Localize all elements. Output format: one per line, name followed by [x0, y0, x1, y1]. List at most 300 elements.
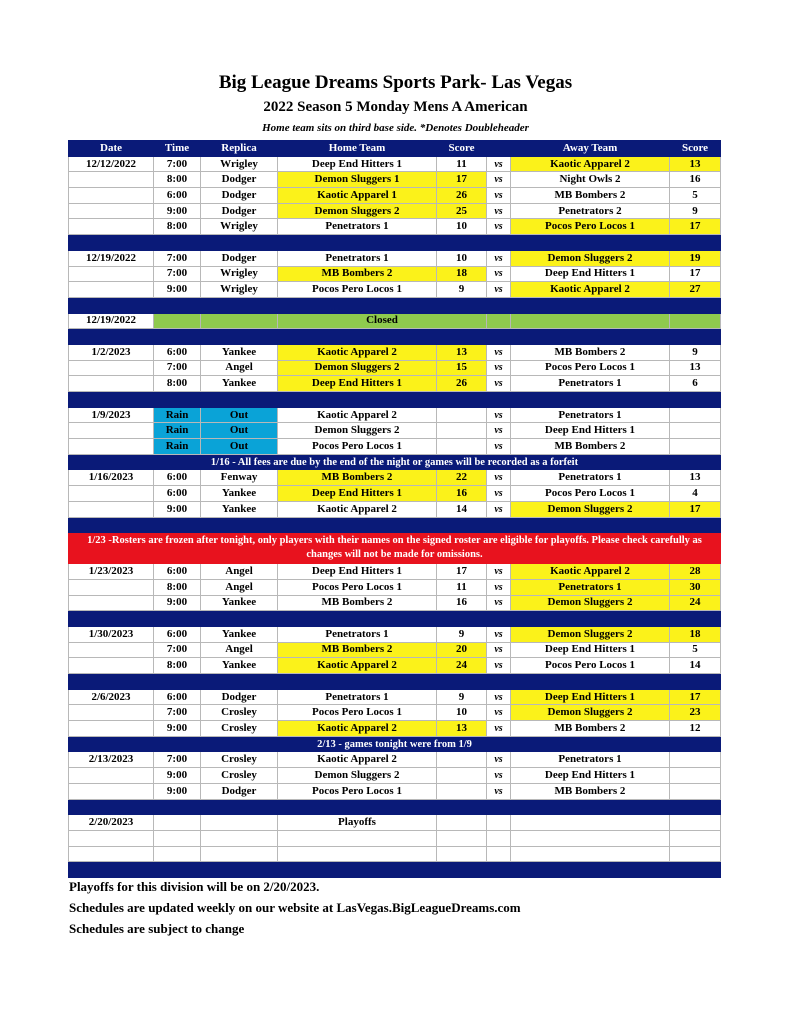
- vs-label: vs: [487, 595, 511, 611]
- game-field: Angel: [201, 642, 278, 658]
- game-row: [69, 360, 721, 376]
- vs-label: vs: [487, 486, 511, 502]
- separator-cell: [69, 517, 721, 533]
- away-team: Demon Sluggers 2: [511, 595, 670, 611]
- home-team: Deep End Hitters 1: [278, 486, 437, 502]
- vs-label: vs: [487, 642, 511, 658]
- game-field: Wrigley: [201, 266, 278, 282]
- game-field: Wrigley: [201, 156, 278, 172]
- away-score: 17: [670, 219, 721, 235]
- game-field: [201, 830, 278, 846]
- game-row: [69, 564, 721, 580]
- game-row: [69, 501, 721, 517]
- home-score: 22: [437, 470, 487, 486]
- home-team: [278, 830, 437, 846]
- game-field: Dodger: [201, 689, 278, 705]
- game-row: [69, 752, 721, 768]
- game-time: 7:00: [154, 360, 201, 376]
- game-time: 9:00: [154, 282, 201, 298]
- away-team: Kaotic Apparel 2: [511, 564, 670, 580]
- away-score: 5: [670, 642, 721, 658]
- game-date: [69, 579, 154, 595]
- away-score: 17: [670, 266, 721, 282]
- page-title: Big League Dreams Sports Park- Las Vegas: [218, 72, 573, 93]
- away-team: Demon Sluggers 2: [511, 250, 670, 266]
- game-time: 9:00: [154, 501, 201, 517]
- separator-row: [69, 517, 721, 533]
- game-date: [69, 172, 154, 188]
- notice-row: [69, 736, 721, 752]
- away-team: Pocos Pero Locos 1: [511, 658, 670, 674]
- game-time: 7:00: [154, 156, 201, 172]
- away-score: 6: [670, 376, 721, 392]
- notice-row: [69, 454, 721, 470]
- home-team: Kaotic Apparel 2: [278, 721, 437, 737]
- home-team: Kaotic Apparel 1: [278, 188, 437, 204]
- closed-time-cell: [154, 313, 201, 329]
- home-team: Demon Sluggers 2: [278, 203, 437, 219]
- header-col-date: Date: [69, 141, 154, 157]
- closed-field-cell: [201, 313, 278, 329]
- home-score: 20: [437, 642, 487, 658]
- game-field: Angel: [201, 579, 278, 595]
- game-date: [69, 203, 154, 219]
- separator-cell: [69, 674, 721, 690]
- game-field: Dodger: [201, 188, 278, 204]
- away-score: 14: [670, 658, 721, 674]
- home-score: 26: [437, 188, 487, 204]
- away-team: Pocos Pero Locos 1: [511, 219, 670, 235]
- game-date: [69, 705, 154, 721]
- game-field: [201, 846, 278, 862]
- home-score: 16: [437, 486, 487, 502]
- vs-label: [487, 830, 511, 846]
- game-date: [69, 282, 154, 298]
- closed-away-cell: [511, 313, 670, 329]
- vs-label: vs: [487, 579, 511, 595]
- vs-label: vs: [487, 344, 511, 360]
- away-score: 13: [670, 360, 721, 376]
- game-row: [69, 156, 721, 172]
- away-score: [670, 407, 721, 423]
- home-score: 14: [437, 501, 487, 517]
- away-team: Penetrators 1: [511, 376, 670, 392]
- away-team: Penetrators 1: [511, 407, 670, 423]
- separator-row: [69, 674, 721, 690]
- game-date: 12/19/2022: [69, 313, 154, 329]
- home-score: 13: [437, 344, 487, 360]
- closed-label: Closed: [278, 313, 487, 329]
- separator-row: [69, 329, 721, 345]
- game-row: [69, 172, 721, 188]
- home-score: 13: [437, 721, 487, 737]
- away-score: [670, 846, 721, 862]
- away-score: 13: [670, 470, 721, 486]
- home-team: Pocos Pero Locos 1: [278, 282, 437, 298]
- game-date: [69, 219, 154, 235]
- game-date: [69, 846, 154, 862]
- game-date: 12/12/2022: [69, 156, 154, 172]
- vs-label: vs: [487, 282, 511, 298]
- separator-cell: [69, 297, 721, 313]
- away-score: [670, 752, 721, 768]
- home-team: Deep End Hitters 1: [278, 564, 437, 580]
- game-date: [69, 830, 154, 846]
- home-score: [437, 846, 487, 862]
- vs-label: vs: [487, 470, 511, 486]
- game-row: [69, 423, 721, 439]
- game-date: 1/23/2023: [69, 564, 154, 580]
- away-team: MB Bombers 2: [511, 188, 670, 204]
- footer-line-disclaimer: Schedules are subject to change: [69, 921, 245, 936]
- home-team: Pocos Pero Locos 1: [278, 439, 437, 455]
- away-team: Kaotic Apparel 2: [511, 156, 670, 172]
- game-time: 6:00: [154, 564, 201, 580]
- away-team: [511, 830, 670, 846]
- game-field: Yankee: [201, 595, 278, 611]
- away-score: 4: [670, 486, 721, 502]
- game-time: 7:00: [154, 705, 201, 721]
- game-time: 6:00: [154, 689, 201, 705]
- game-date: 1/2/2023: [69, 344, 154, 360]
- vs-label: vs: [487, 564, 511, 580]
- game-row: [69, 407, 721, 423]
- home-team: Demon Sluggers 2: [278, 423, 437, 439]
- game-row: [69, 830, 721, 846]
- game-time: 7:00: [154, 250, 201, 266]
- header-col-home-score: Score: [437, 141, 487, 157]
- home-score: 11: [437, 579, 487, 595]
- home-team: Kaotic Apparel 2: [278, 407, 437, 423]
- game-time: 9:00: [154, 721, 201, 737]
- away-team: Demon Sluggers 2: [511, 501, 670, 517]
- home-score: 17: [437, 564, 487, 580]
- game-row: [69, 579, 721, 595]
- game-time: 9:00: [154, 595, 201, 611]
- game-field: Wrigley: [201, 219, 278, 235]
- away-score: [670, 423, 721, 439]
- game-field: Dodger: [201, 172, 278, 188]
- game-row: [69, 470, 721, 486]
- away-team: Penetrators 1: [511, 752, 670, 768]
- away-score: 12: [670, 721, 721, 737]
- home-score: 9: [437, 689, 487, 705]
- game-date: [69, 658, 154, 674]
- away-team: Demon Sluggers 2: [511, 626, 670, 642]
- away-score: 13: [670, 156, 721, 172]
- home-score: 16: [437, 595, 487, 611]
- game-date: [69, 642, 154, 658]
- game-row: [69, 219, 721, 235]
- away-score: [670, 768, 721, 784]
- away-score: 17: [670, 689, 721, 705]
- game-time: 6:00: [154, 188, 201, 204]
- home-team: MB Bombers 2: [278, 595, 437, 611]
- game-date: [69, 783, 154, 799]
- home-score: [437, 407, 487, 423]
- home-team: Deep End Hitters 1: [278, 376, 437, 392]
- separator-row: [69, 611, 721, 627]
- game-time: Rain: [154, 423, 201, 439]
- separator-cell: [69, 611, 721, 627]
- away-score: [670, 439, 721, 455]
- game-row: [69, 815, 721, 831]
- home-score: 24: [437, 658, 487, 674]
- game-time: 8:00: [154, 658, 201, 674]
- vs-label: vs: [487, 266, 511, 282]
- away-score: 27: [670, 282, 721, 298]
- game-field: Dodger: [201, 203, 278, 219]
- away-team: Deep End Hitters 1: [511, 423, 670, 439]
- away-score: 9: [670, 203, 721, 219]
- game-date: [69, 266, 154, 282]
- separator-row: [69, 235, 721, 251]
- game-date: [69, 360, 154, 376]
- header-col-vs: [487, 141, 511, 157]
- game-row: [69, 486, 721, 502]
- away-team: Penetrators 2: [511, 203, 670, 219]
- away-score: 16: [670, 172, 721, 188]
- vs-label: vs: [487, 721, 511, 737]
- game-row: [69, 439, 721, 455]
- home-team: Penetrators 1: [278, 689, 437, 705]
- game-field: Crosley: [201, 705, 278, 721]
- home-score: [437, 423, 487, 439]
- vs-label: vs: [487, 203, 511, 219]
- footer-notes: [69, 876, 521, 939]
- game-row: [69, 626, 721, 642]
- separator-cell: [69, 329, 721, 345]
- game-date: [69, 188, 154, 204]
- game-field: Yankee: [201, 344, 278, 360]
- home-team: Playoffs: [278, 815, 437, 831]
- closed-row: [69, 313, 721, 329]
- away-team: Deep End Hitters 1: [511, 266, 670, 282]
- vs-label: vs: [487, 376, 511, 392]
- game-time: 9:00: [154, 203, 201, 219]
- home-team: Pocos Pero Locos 1: [278, 705, 437, 721]
- away-team: Deep End Hitters 1: [511, 768, 670, 784]
- game-row: [69, 376, 721, 392]
- away-team: Night Owls 2: [511, 172, 670, 188]
- away-score: 28: [670, 564, 721, 580]
- game-date: 1/30/2023: [69, 626, 154, 642]
- vs-label: vs: [487, 250, 511, 266]
- vs-label: vs: [487, 689, 511, 705]
- game-time: 7:00: [154, 752, 201, 768]
- game-time: 8:00: [154, 579, 201, 595]
- home-score: 18: [437, 266, 487, 282]
- home-team: Deep End Hitters 1: [278, 156, 437, 172]
- header-col-replica: Replica: [201, 141, 278, 157]
- game-field: Out: [201, 439, 278, 455]
- table-header-row: [69, 141, 721, 157]
- vs-label: vs: [487, 752, 511, 768]
- game-field: Crosley: [201, 721, 278, 737]
- away-score: 23: [670, 705, 721, 721]
- away-score: [670, 830, 721, 846]
- game-row: [69, 705, 721, 721]
- game-time: [154, 815, 201, 831]
- game-row: [69, 203, 721, 219]
- separator-cell: [69, 799, 721, 815]
- game-row: [69, 266, 721, 282]
- vs-label: vs: [487, 423, 511, 439]
- closed-score-cell: [670, 313, 721, 329]
- away-team: MB Bombers 2: [511, 721, 670, 737]
- game-row: [69, 721, 721, 737]
- separator-row: [69, 799, 721, 815]
- game-date: [69, 439, 154, 455]
- game-date: 2/6/2023: [69, 689, 154, 705]
- game-row: [69, 768, 721, 784]
- away-team: Penetrators 1: [511, 579, 670, 595]
- game-field: Crosley: [201, 768, 278, 784]
- game-date: [69, 721, 154, 737]
- vs-label: vs: [487, 783, 511, 799]
- home-team: Penetrators 1: [278, 626, 437, 642]
- notice-text: 2/13 - games tonight were from 1/9: [69, 736, 721, 752]
- game-date: 12/19/2022: [69, 250, 154, 266]
- home-score: [437, 768, 487, 784]
- game-date: 2/13/2023: [69, 752, 154, 768]
- game-date: 2/20/2023: [69, 815, 154, 831]
- home-team: MB Bombers 2: [278, 266, 437, 282]
- schedule-note: Home team sits on third base side. *Denotes Doubleheader: [262, 122, 529, 134]
- game-time: Rain: [154, 407, 201, 423]
- away-score: 19: [670, 250, 721, 266]
- game-field: Yankee: [201, 626, 278, 642]
- game-time: 9:00: [154, 783, 201, 799]
- home-team: Demon Sluggers 1: [278, 172, 437, 188]
- home-score: 26: [437, 376, 487, 392]
- game-row: [69, 344, 721, 360]
- game-time: 6:00: [154, 470, 201, 486]
- game-time: [154, 846, 201, 862]
- vs-label: vs: [487, 219, 511, 235]
- game-time: [154, 830, 201, 846]
- away-team: Demon Sluggers 2: [511, 705, 670, 721]
- game-date: [69, 501, 154, 517]
- away-score: 9: [670, 344, 721, 360]
- home-score: [437, 815, 487, 831]
- game-field: Dodger: [201, 783, 278, 799]
- game-time: 8:00: [154, 219, 201, 235]
- away-team: Kaotic Apparel 2: [511, 282, 670, 298]
- game-time: 6:00: [154, 486, 201, 502]
- roster-notice-row: [69, 533, 721, 564]
- home-team: [278, 846, 437, 862]
- header-col-away-team: Away Team: [511, 141, 670, 157]
- home-team: Pocos Pero Locos 1: [278, 579, 437, 595]
- home-score: 9: [437, 626, 487, 642]
- separator-cell: [69, 392, 721, 408]
- away-team: MB Bombers 2: [511, 439, 670, 455]
- home-team: MB Bombers 2: [278, 470, 437, 486]
- home-team: Kaotic Apparel 2: [278, 501, 437, 517]
- vs-label: vs: [487, 626, 511, 642]
- vs-label: [487, 815, 511, 831]
- game-time: Rain: [154, 439, 201, 455]
- vs-label: vs: [487, 705, 511, 721]
- closed-vs-cell: [487, 313, 511, 329]
- away-score: [670, 783, 721, 799]
- away-score: 5: [670, 188, 721, 204]
- home-score: [437, 752, 487, 768]
- home-team: Kaotic Apparel 2: [278, 752, 437, 768]
- home-score: 25: [437, 203, 487, 219]
- away-score: [670, 815, 721, 831]
- home-team: Penetrators 1: [278, 219, 437, 235]
- game-date: 1/16/2023: [69, 470, 154, 486]
- game-row: [69, 783, 721, 799]
- roster-notice-text: 1/23 -Rosters are frozen after tonight, only players with their names on the signed roster are eligible for playoffs. Please check carefully as changes will not be made for omissions.: [69, 533, 721, 564]
- home-team: Demon Sluggers 2: [278, 360, 437, 376]
- vs-label: [487, 846, 511, 862]
- game-time: 9:00: [154, 768, 201, 784]
- away-team: [511, 846, 670, 862]
- game-field: [201, 815, 278, 831]
- vs-label: vs: [487, 439, 511, 455]
- header-col-time: Time: [154, 141, 201, 157]
- home-score: 10: [437, 219, 487, 235]
- away-team: Deep End Hitters 1: [511, 642, 670, 658]
- away-score: 24: [670, 595, 721, 611]
- game-date: 1/9/2023: [69, 407, 154, 423]
- home-team: Penetrators 1: [278, 250, 437, 266]
- home-score: [437, 439, 487, 455]
- separator-row: [69, 392, 721, 408]
- game-field: Yankee: [201, 486, 278, 502]
- game-date: [69, 376, 154, 392]
- game-time: 7:00: [154, 266, 201, 282]
- vs-label: vs: [487, 360, 511, 376]
- home-team: Kaotic Apparel 2: [278, 344, 437, 360]
- game-time: 8:00: [154, 172, 201, 188]
- home-team: Kaotic Apparel 2: [278, 658, 437, 674]
- game-row: [69, 658, 721, 674]
- separator-cell: [69, 235, 721, 251]
- away-team: Deep End Hitters 1: [511, 689, 670, 705]
- vs-label: vs: [487, 407, 511, 423]
- away-team: Pocos Pero Locos 1: [511, 486, 670, 502]
- home-score: 11: [437, 156, 487, 172]
- vs-label: vs: [487, 156, 511, 172]
- game-date: [69, 595, 154, 611]
- game-row: [69, 846, 721, 862]
- away-team: Penetrators 1: [511, 470, 670, 486]
- game-date: [69, 486, 154, 502]
- footer-line-playoffs: Playoffs for this division will be on 2/20/2023.: [69, 879, 320, 894]
- game-field: Out: [201, 423, 278, 439]
- home-score: [437, 830, 487, 846]
- notice-text: 1/16 - All fees are due by the end of the night or games will be recorded as a forfeit: [69, 454, 721, 470]
- away-score: 18: [670, 626, 721, 642]
- home-score: 10: [437, 705, 487, 721]
- game-field: Yankee: [201, 501, 278, 517]
- vs-label: vs: [487, 172, 511, 188]
- schedule-table: [68, 140, 721, 878]
- game-field: Crosley: [201, 752, 278, 768]
- game-field: Wrigley: [201, 282, 278, 298]
- home-score: 9: [437, 282, 487, 298]
- game-field: Angel: [201, 564, 278, 580]
- game-date: [69, 768, 154, 784]
- game-date: [69, 423, 154, 439]
- home-score: 10: [437, 250, 487, 266]
- game-time: 7:00: [154, 642, 201, 658]
- footer-line-website: Schedules are updated weekly on our website at LasVegas.BigLeagueDreams.com: [69, 900, 521, 915]
